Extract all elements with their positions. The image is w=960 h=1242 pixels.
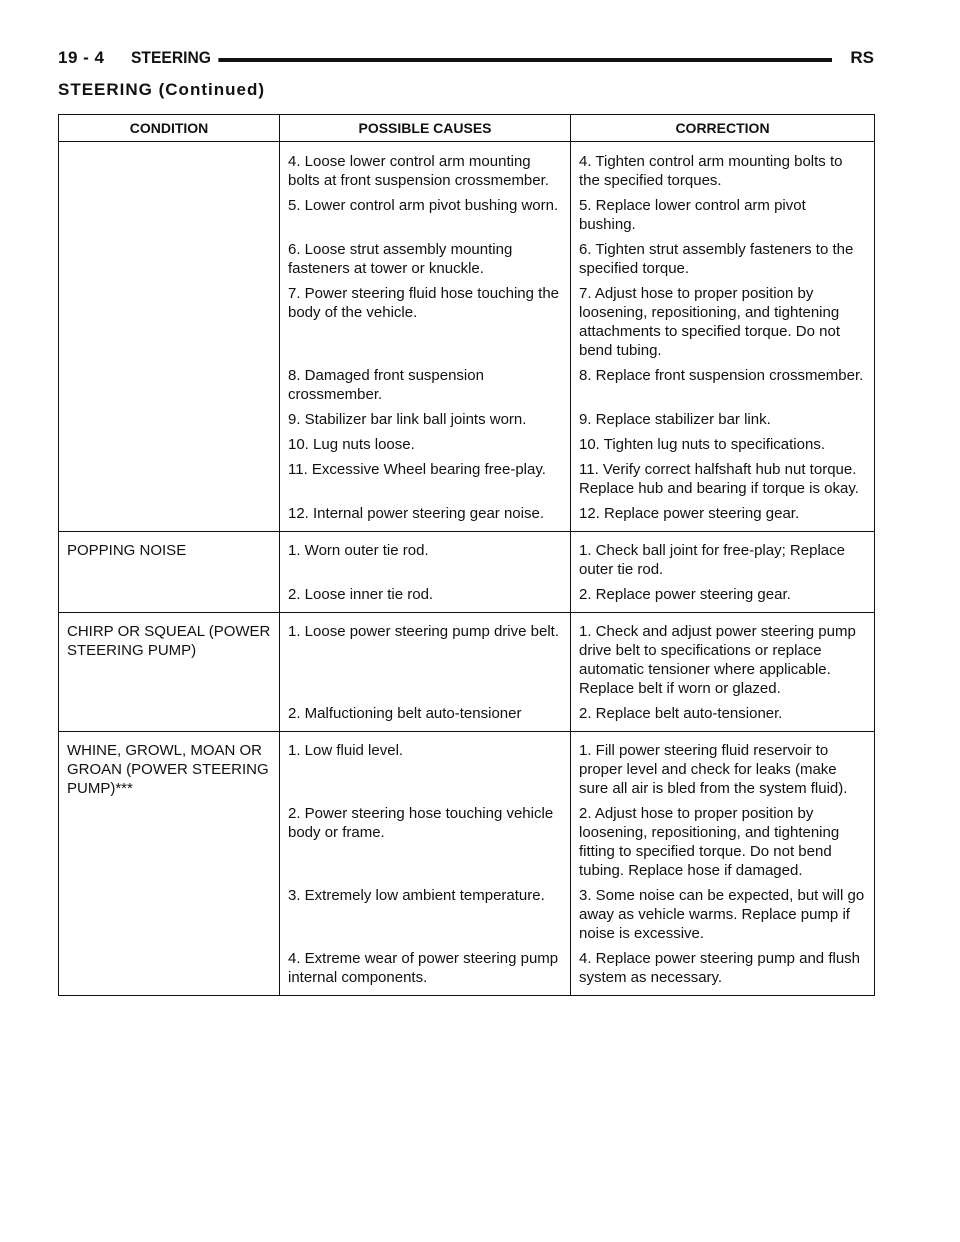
correction-cell: 6. Tighten strut assembly fasteners to the specified torque. <box>571 240 875 284</box>
table-row <box>59 532 875 586</box>
condition-cell <box>59 504 280 532</box>
table-row <box>59 949 875 996</box>
table-row <box>59 284 875 366</box>
table-row <box>59 886 875 949</box>
table-row <box>59 142 875 197</box>
cause-cell: 1. Loose power steering pump drive belt. <box>280 613 571 705</box>
correction-cell: 1. Check ball joint for free-play; Replace outer tie rod. <box>571 532 875 586</box>
table-row <box>59 435 875 460</box>
correction-cell: 2. Adjust hose to proper position by loosening, repositioning, and tightening fitting to specified torque. Do not bend tubing. Replace hose if damaged. <box>571 804 875 886</box>
cause-cell: 4. Extreme wear of power steering pump internal components. <box>280 949 571 996</box>
page-subtitle: STEERING (Continued) <box>58 80 265 99</box>
cause-cell: 3. Extremely low ambient temperature. <box>280 886 571 949</box>
condition-cell <box>59 366 280 410</box>
table-header-row <box>59 115 875 142</box>
condition-cell: CHIRP OR SQUEAL (POWER STEERING PUMP) <box>59 613 280 705</box>
cause-cell: 10. Lug nuts loose. <box>280 435 571 460</box>
cause-cell: 1. Worn outer tie rod. <box>280 532 571 586</box>
column-header-causes: POSSIBLE CAUSES <box>280 115 571 142</box>
correction-cell: 9. Replace stabilizer bar link. <box>571 410 875 435</box>
condition-cell <box>59 804 280 886</box>
table-row <box>59 704 875 732</box>
manual-code: RS <box>850 48 874 67</box>
column-header-correction: CORRECTION <box>571 115 875 142</box>
cause-cell: 7. Power steering fluid hose touching the body of the vehicle. <box>280 284 571 366</box>
cause-cell: 11. Excessive Wheel bearing free-play. <box>280 460 571 504</box>
table-row <box>59 460 875 504</box>
correction-cell: 12. Replace power steering gear. <box>571 504 875 532</box>
header-rule <box>208 58 832 62</box>
cause-cell: 2. Malfuctioning belt auto-tensioner <box>280 704 571 732</box>
page-number: 19 - 4 <box>58 48 105 67</box>
condition-cell <box>59 949 280 996</box>
condition-cell <box>59 410 280 435</box>
correction-cell: 11. Verify correct halfshaft hub nut torque. Replace hub and bearing if torque is okay. <box>571 460 875 504</box>
cause-cell: 12. Internal power steering gear noise. <box>280 504 571 532</box>
condition-cell <box>59 704 280 732</box>
condition-cell <box>59 284 280 366</box>
correction-cell: 10. Tighten lug nuts to specifications. <box>571 435 875 460</box>
section-title: STEERING <box>131 48 218 68</box>
table-row <box>59 585 875 613</box>
condition-cell <box>59 435 280 460</box>
condition-cell <box>59 460 280 504</box>
condition-cell: WHINE, GROWL, MOAN OR GROAN (POWER STEERING PUMP)*** <box>59 732 280 805</box>
page-header <box>58 46 874 72</box>
condition-cell: POPPING NOISE <box>59 532 280 586</box>
condition-cell <box>59 196 280 240</box>
cause-cell: 2. Loose inner tie rod. <box>280 585 571 613</box>
column-header-condition: CONDITION <box>59 115 280 142</box>
cause-cell: 6. Loose strut assembly mounting fasteners at tower or knuckle. <box>280 240 571 284</box>
table-row <box>59 613 875 705</box>
correction-cell: 3. Some noise can be expected, but will go away as vehicle warms. Replace pump if noise is excessive. <box>571 886 875 949</box>
correction-cell: 4. Tighten control arm mounting bolts to the specified torques. <box>571 142 875 197</box>
table-row <box>59 366 875 410</box>
correction-cell: 2. Replace power steering gear. <box>571 585 875 613</box>
correction-cell: 2. Replace belt auto-tensioner. <box>571 704 875 732</box>
condition-cell <box>59 886 280 949</box>
correction-cell: 4. Replace power steering pump and flush system as necessary. <box>571 949 875 996</box>
table-row <box>59 240 875 284</box>
table-row <box>59 504 875 532</box>
table-row <box>59 732 875 805</box>
condition-cell <box>59 142 280 197</box>
cause-cell: 5. Lower control arm pivot bushing worn. <box>280 196 571 240</box>
cause-cell: 4. Loose lower control arm mounting bolts at front suspension crossmember. <box>280 142 571 197</box>
correction-cell: 1. Check and adjust power steering pump drive belt to specifications or replace automatic tensioner where applicable. Replace belt if worn or glazed. <box>571 613 875 705</box>
condition-cell <box>59 585 280 613</box>
cause-cell: 9. Stabilizer bar link ball joints worn. <box>280 410 571 435</box>
table-body <box>59 142 875 996</box>
table-row <box>59 804 875 886</box>
correction-cell: 1. Fill power steering fluid reservoir to proper level and check for leaks (make sure all air is bled from the system fluid). <box>571 732 875 805</box>
cause-cell: 8. Damaged front suspension crossmember. <box>280 366 571 410</box>
table-row <box>59 410 875 435</box>
correction-cell: 8. Replace front suspension crossmember. <box>571 366 875 410</box>
correction-cell: 7. Adjust hose to proper position by loosening, repositioning, and tightening attachments to specified torque. Do not bend tubing. <box>571 284 875 366</box>
cause-cell: 1. Low fluid level. <box>280 732 571 805</box>
table-row <box>59 196 875 240</box>
cause-cell: 2. Power steering hose touching vehicle body or frame. <box>280 804 571 886</box>
diagnosis-table <box>58 114 875 996</box>
condition-cell <box>59 240 280 284</box>
correction-cell: 5. Replace lower control arm pivot bushing. <box>571 196 875 240</box>
